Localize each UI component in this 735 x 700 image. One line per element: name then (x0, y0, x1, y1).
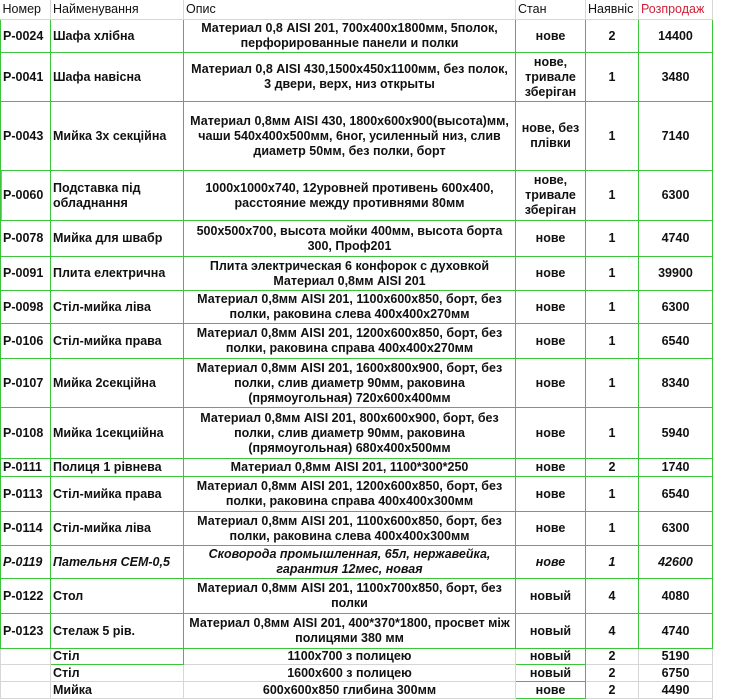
table-row (1, 257, 713, 291)
table-row (1, 665, 713, 682)
cell-sale-price[interactable]: 8340 (639, 359, 713, 408)
cell-availability[interactable]: 1 (586, 359, 639, 408)
cell-state[interactable]: нове (516, 359, 586, 408)
cell-number[interactable]: P-0041 (1, 53, 51, 102)
col-header-name[interactable]: Найменування (51, 0, 184, 20)
table-row (1, 408, 713, 459)
cell-state[interactable]: новый (516, 649, 586, 665)
cell-name[interactable]: Стіл-мийка права (51, 477, 184, 512)
cell-number[interactable] (1, 665, 51, 682)
cell-description[interactable]: Материал 0,8мм AISI 201, 1100x600x850, борт, без полки, раковина слева 400x400x270мм (184, 291, 516, 324)
cell-availability[interactable]: 1 (586, 171, 639, 221)
cell-sale-price[interactable]: 42600 (639, 546, 713, 579)
cell-availability[interactable]: 2 (586, 682, 639, 699)
cell-availability[interactable]: 4 (586, 614, 639, 649)
table-row (1, 53, 713, 102)
col-header-availability[interactable]: Наявніс (586, 0, 639, 20)
cell-description[interactable]: Материал 0,8мм AISI 201, 800x600x900, борт, без полки, слив диаметр 90мм, раковина (прямоугольная) 680x400x500мм (184, 408, 516, 459)
table-row (1, 459, 713, 477)
cell-description[interactable]: Материал 0,8 AISI 201, 700x400x1800мм, 5полок, перфорированные панели и полки (184, 20, 516, 53)
cell-availability[interactable]: 2 (586, 649, 639, 665)
cell-sale-price[interactable]: 6540 (639, 324, 713, 359)
cell-description[interactable]: 500x500x700, высота мойки 400мм, высота борта 300, Проф201 (184, 221, 516, 257)
col-header-sale-price[interactable]: Розпродаж (639, 0, 713, 20)
cell-state[interactable]: новый (516, 614, 586, 649)
cell-name[interactable]: Стіл (51, 665, 184, 682)
table-row (1, 221, 713, 257)
cell-state[interactable]: нове (516, 546, 586, 579)
cell-state[interactable]: нове (516, 512, 586, 546)
cell-number[interactable]: P-0091 (1, 257, 51, 291)
cell-description[interactable]: Материал 0,8 AISI 430,1500x450x1100мм, без полок, 3 двери, верх, низ открыты (184, 53, 516, 102)
cell-name[interactable]: Стіл-мийка ліва (51, 291, 184, 324)
cell-name[interactable]: Пательня CEM-0,5 (51, 546, 184, 579)
cell-sale-price[interactable]: 5190 (639, 649, 713, 665)
cell-number[interactable]: P-0111 (1, 459, 51, 477)
cell-sale-price[interactable]: 5940 (639, 408, 713, 459)
cell-description[interactable]: Сковорода промышленная, 65л, нержавейка, гарантия 12мес, новая (184, 546, 516, 579)
table-row (1, 579, 713, 614)
cell-number[interactable]: P-0122 (1, 579, 51, 614)
cell-name[interactable]: Мийка для швабр (51, 221, 184, 257)
cell-sale-price[interactable]: 14400 (639, 20, 713, 53)
table-row (1, 614, 713, 649)
header-row (1, 0, 713, 20)
cell-state[interactable]: нове, тривале зберіган (516, 53, 586, 102)
cell-sale-price[interactable]: 1740 (639, 459, 713, 477)
table-row (1, 546, 713, 579)
cell-number[interactable]: P-0113 (1, 477, 51, 512)
cell-state[interactable]: новый (516, 665, 586, 682)
cell-state[interactable]: нове (516, 682, 586, 699)
cell-name[interactable]: Полиця 1 рівнева (51, 459, 184, 477)
cell-availability[interactable]: 4 (586, 579, 639, 614)
cell-sale-price[interactable]: 4080 (639, 579, 713, 614)
cell-description[interactable]: Материал 0,8мм AISI 201, 1100x600x850, борт, без полки, раковина слева 400x400x300мм (184, 512, 516, 546)
cell-name[interactable]: Шафа навісна (51, 53, 184, 102)
cell-name[interactable]: Плита електрична (51, 257, 184, 291)
cell-availability[interactable]: 1 (586, 512, 639, 546)
cell-description[interactable]: Материал 0,8мм AISI 201, 1100x700x850, борт, без полки (184, 579, 516, 614)
cell-number[interactable]: P-0060 (1, 171, 51, 221)
cell-availability[interactable]: 1 (586, 477, 639, 512)
cell-availability[interactable]: 1 (586, 257, 639, 291)
cell-state[interactable]: новый (516, 579, 586, 614)
cell-name[interactable]: Подставка під обладнання (51, 171, 184, 221)
cell-availability[interactable]: 2 (586, 459, 639, 477)
cell-description[interactable]: Материал 0,8мм AISI 201, 1200x600x850, борт, без полки, раковина справа 400x400x300мм (184, 477, 516, 512)
cell-description[interactable]: 1600x600 з полицею (184, 665, 516, 682)
cell-state[interactable]: нове (516, 324, 586, 359)
cell-number[interactable]: P-0123 (1, 614, 51, 649)
cell-availability[interactable]: 1 (586, 221, 639, 257)
cell-name[interactable]: Стелаж 5 рів. (51, 614, 184, 649)
cell-number[interactable]: P-0119 (1, 546, 51, 579)
cell-sale-price[interactable]: 7140 (639, 102, 713, 171)
table-row (1, 649, 713, 665)
cell-description[interactable]: Материал 0,8мм AISI 201, 400*370*1800, просвет між полицями 380 мм (184, 614, 516, 649)
cell-number[interactable]: P-0078 (1, 221, 51, 257)
cell-availability[interactable]: 2 (586, 20, 639, 53)
cell-sale-price[interactable]: 4490 (639, 682, 713, 699)
cell-sale-price[interactable]: 3480 (639, 53, 713, 102)
cell-name[interactable]: Мийка 2секційна (51, 359, 184, 408)
table-row (1, 359, 713, 408)
col-header-number[interactable]: Номер (1, 0, 51, 20)
cell-sale-price[interactable]: 39900 (639, 257, 713, 291)
cell-name[interactable]: Стіл-мийка права (51, 324, 184, 359)
cell-sale-price[interactable]: 6540 (639, 477, 713, 512)
cell-state[interactable]: нове (516, 291, 586, 324)
cell-availability[interactable]: 1 (586, 324, 639, 359)
table-row (1, 20, 713, 53)
cell-description[interactable]: 1100x700 з полицею (184, 649, 516, 665)
table-row (1, 102, 713, 171)
cell-number[interactable]: P-0108 (1, 408, 51, 459)
cell-number[interactable] (1, 649, 51, 665)
cell-availability[interactable]: 2 (586, 665, 639, 682)
cell-description[interactable]: 1000x1000x740, 12уровней противень 600x400, расстояние между противнями 80мм (184, 171, 516, 221)
cell-state[interactable]: нове (516, 408, 586, 459)
cell-name[interactable]: Мийка (51, 682, 184, 699)
cell-number[interactable]: P-0114 (1, 512, 51, 546)
cell-name[interactable]: Стол (51, 579, 184, 614)
cell-number[interactable]: P-0107 (1, 359, 51, 408)
table-row (1, 171, 713, 221)
cell-description[interactable]: Материал 0,8мм AISI 201, 1100*300*250 (184, 459, 516, 477)
cell-state[interactable]: нове (516, 20, 586, 53)
table-row (1, 682, 713, 699)
cell-sale-price[interactable]: 6750 (639, 665, 713, 682)
cell-state[interactable]: нове (516, 459, 586, 477)
cell-number[interactable]: P-0043 (1, 102, 51, 171)
cell-sale-price[interactable]: 6300 (639, 171, 713, 221)
cell-availability[interactable]: 1 (586, 546, 639, 579)
cell-description[interactable]: Материал 0,8мм AISI 201, 1200x600x850, борт, без полки, раковина справа 400x400x270мм (184, 324, 516, 359)
cell-state[interactable]: нове, без плівки (516, 102, 586, 171)
cell-name[interactable]: Стіл (51, 649, 184, 665)
cell-description[interactable]: Материал 0,8мм AISI 201, 1600x800x900, борт, без полки, слив диаметр 90мм, раковина (прямоугольная) 720x600x400мм (184, 359, 516, 408)
cell-sale-price[interactable]: 6300 (639, 512, 713, 546)
cell-availability[interactable]: 1 (586, 102, 639, 171)
cell-availability[interactable]: 1 (586, 408, 639, 459)
cell-number[interactable]: P-0106 (1, 324, 51, 359)
cell-name[interactable]: Стіл-мийка ліва (51, 512, 184, 546)
cell-state[interactable]: нове, тривале зберіган (516, 171, 586, 221)
cell-number[interactable] (1, 682, 51, 699)
col-header-state[interactable]: Стан (516, 0, 586, 20)
cell-sale-price[interactable]: 4740 (639, 614, 713, 649)
cell-sale-price[interactable]: 6300 (639, 291, 713, 324)
cell-description[interactable]: 600x600x850 глибина 300мм (184, 682, 516, 699)
table-row (1, 324, 713, 359)
cell-state[interactable]: нове (516, 221, 586, 257)
cell-availability[interactable]: 1 (586, 53, 639, 102)
cell-state[interactable]: нове (516, 477, 586, 512)
cell-state[interactable]: нове (516, 257, 586, 291)
cell-name[interactable]: Мийка 3х секційна (51, 102, 184, 171)
col-header-description[interactable]: Опис (184, 0, 516, 20)
table-row (1, 291, 713, 324)
cell-sale-price[interactable]: 4740 (639, 221, 713, 257)
cell-number[interactable]: P-0098 (1, 291, 51, 324)
cell-availability[interactable]: 1 (586, 291, 639, 324)
cell-description[interactable]: Плита электрическая 6 конфорок с духовкой Материал 0,8мм AISI 201 (184, 257, 516, 291)
cell-name[interactable]: Мийка 1секциійна (51, 408, 184, 459)
cell-number[interactable]: P-0024 (1, 20, 51, 53)
cell-description[interactable]: Материал 0,8мм AISI 430, 1800x600x900(высота)мм, чаши 540x400x500мм, 6ног, усиленный низ, слив диаметр 50мм, без полки, борт (184, 102, 516, 171)
cell-name[interactable]: Шафа хлібна (51, 20, 184, 53)
table-row (1, 477, 713, 512)
table-row (1, 512, 713, 546)
